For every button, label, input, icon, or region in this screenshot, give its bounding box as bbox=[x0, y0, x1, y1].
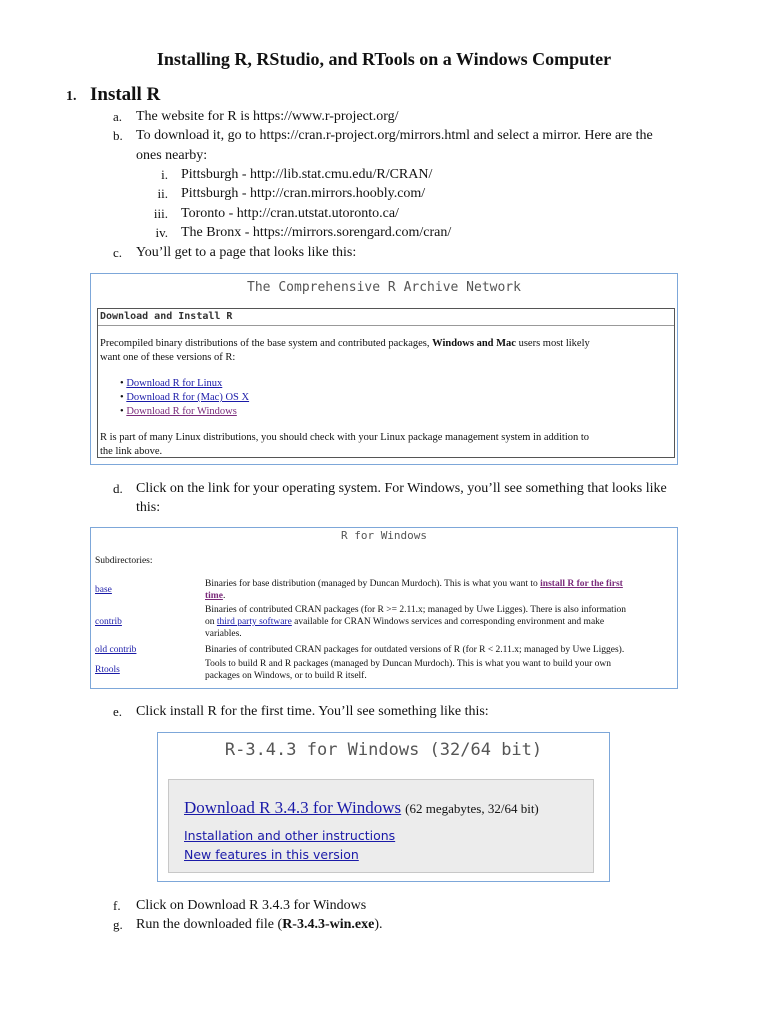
rwin-link-rtools[interactable]: Rtools bbox=[95, 665, 120, 675]
cran-link-mac-item[interactable]: • Download R for (Mac) OS X bbox=[120, 392, 250, 403]
rwin-link-install-r[interactable]: install R for the first bbox=[540, 579, 623, 589]
cran-link-windows-item[interactable]: • Download R for Windows bbox=[120, 406, 237, 417]
rwin-link-install-r-time[interactable]: time bbox=[205, 591, 223, 601]
r343-download-line bbox=[184, 798, 539, 818]
rwin-rtools-desc-line1: Tools to build R and R packages (managed by Duncan Murdoch). This is what you want to build your own bbox=[205, 659, 612, 669]
rwin-contrib-desc-rest: available for CRAN Windows services and corresponding environment and make bbox=[294, 617, 605, 627]
section-heading: Install R bbox=[90, 84, 161, 105]
cran-para1-tail: users most likely bbox=[518, 338, 590, 349]
r343-screenshot bbox=[157, 732, 610, 882]
cran-para2-line1: R is part of many Linux distributions, you should check with your Linux package management system in addition to bbox=[100, 432, 590, 443]
cran-para1-line1 bbox=[100, 337, 590, 351]
rwin-oldcontrib-desc: Binaries of contributed CRAN packages for outdated versions of R (for R < 2.11.x; managed by Uwe Ligges). bbox=[205, 645, 625, 655]
r343-title: R-3.4.3 for Windows (32/64 bit) bbox=[224, 740, 543, 760]
r343-download-link[interactable]: Download R 3.4.3 for Windows bbox=[184, 798, 402, 817]
cran-para2-line2: the link above. bbox=[100, 446, 163, 457]
item-c-text: You’ll get to a page that looks like this: bbox=[136, 245, 357, 260]
rwin-base-desc: Binaries for base distribution (managed by Duncan Murdoch). This is what you want to bbox=[205, 579, 538, 589]
r343-new-features-link[interactable]: New features in this version bbox=[184, 847, 359, 862]
cran-box-heading: Download and Install R bbox=[100, 311, 233, 322]
cran-title: The Comprehensive R Archive Network bbox=[247, 280, 521, 295]
rwin-contrib-desc-on: on bbox=[205, 617, 215, 627]
rwin-rtools-desc-line2: packages on Windows, or to build R itself. bbox=[205, 671, 367, 681]
cran-screenshot bbox=[90, 273, 678, 465]
cran-para1-line2: want one of these versions of R: bbox=[100, 352, 236, 363]
rwin-base-desc-line2 bbox=[205, 590, 225, 602]
r343-download-meta: (62 megabytes, 32/64 bit) bbox=[405, 801, 539, 816]
cran-link-windows[interactable]: Download R for Windows bbox=[126, 406, 237, 417]
rwin-title: R for Windows bbox=[340, 529, 428, 542]
item-g-text bbox=[136, 915, 383, 934]
item-b-text-line2: ones nearby: bbox=[136, 148, 208, 163]
mirror-item: The Bronx - https://mirrors.sorengard.com/cran/ bbox=[181, 225, 452, 240]
cran-link-linux-item[interactable]: • Download R for Linux bbox=[120, 378, 223, 389]
cran-link-linux[interactable]: Download R for Linux bbox=[126, 378, 223, 389]
item-d-text-line2: this: bbox=[136, 500, 161, 515]
rwin-link-contrib[interactable]: contrib bbox=[95, 617, 122, 627]
mirror-item: Toronto - http://cran.utstat.utoronto.ca/ bbox=[181, 206, 399, 221]
cran-divider bbox=[98, 325, 674, 326]
item-f-marker: f. bbox=[113, 898, 121, 913]
item-f-text: Click on Download R 3.4.3 for Windows bbox=[136, 898, 367, 913]
rwin-base-desc-line1 bbox=[205, 578, 623, 590]
rwin-subdirs-label: Subdirectories: bbox=[95, 556, 153, 566]
item-d-marker: d. bbox=[113, 481, 123, 496]
mirror-item: Pittsburgh - http://lib.stat.cmu.edu/R/CRAN/ bbox=[181, 167, 433, 182]
item-g-marker: g. bbox=[113, 917, 123, 932]
rwin-link-old-contrib[interactable]: old contrib bbox=[95, 645, 137, 655]
rwin-link-base[interactable]: base bbox=[95, 585, 112, 595]
section-number: 1. bbox=[66, 89, 77, 104]
cran-para1-bold: Windows and Mac bbox=[432, 338, 516, 349]
item-b-text-line1: To download it, go to https://cran.r-project.org/mirrors.html and select a mirror. Here are the bbox=[136, 128, 653, 143]
r343-install-instructions-link[interactable]: Installation and other instructions bbox=[184, 828, 396, 843]
item-e-text: Click install R for the first time. You’ll see something like this: bbox=[136, 704, 489, 719]
cran-para1-text: Precompiled binary distributions of the base system and contributed packages, bbox=[100, 338, 430, 349]
item-a-marker: a. bbox=[113, 109, 123, 124]
item-g-prefix: Run the downloaded file ( bbox=[136, 917, 283, 932]
rwin-base-desc-period: . bbox=[222, 591, 226, 601]
mirror-marker: iii. bbox=[153, 206, 168, 221]
rwin-contrib-desc-line2 bbox=[205, 616, 604, 628]
item-b-marker: b. bbox=[113, 128, 123, 143]
item-e-marker: e. bbox=[113, 704, 123, 719]
item-d-text-line1: Click on the link for your operating system. For Windows, you’ll see something that looks like bbox=[136, 481, 667, 496]
item-g-filename: R-3.4.3-win.exe bbox=[282, 917, 375, 932]
mirror-item: Pittsburgh - http://cran.mirrors.hoobly.com/ bbox=[181, 186, 426, 201]
r343-download-box bbox=[168, 779, 594, 873]
rwin-contrib-desc-line1: Binaries of contributed CRAN packages (for R >= 2.11.x; managed by Uwe Ligges). There is also information bbox=[205, 605, 626, 615]
mirror-marker: iv. bbox=[155, 225, 168, 240]
mirror-marker: i. bbox=[161, 167, 168, 182]
r-for-windows-screenshot bbox=[90, 527, 678, 689]
rwin-link-third-party[interactable]: third party software bbox=[216, 617, 292, 627]
document-title: Installing R, RStudio, and RTools on a Windows Computer bbox=[156, 49, 612, 69]
rwin-contrib-desc-line3: variables. bbox=[205, 629, 242, 639]
item-a-text: The website for R is https://www.r-project.org/ bbox=[136, 109, 399, 124]
cran-content-box bbox=[97, 308, 675, 458]
item-g-suffix: ). bbox=[374, 917, 383, 932]
mirror-marker: ii. bbox=[157, 186, 168, 201]
cran-link-mac[interactable]: Download R for (Mac) OS X bbox=[126, 392, 250, 403]
item-c-marker: c. bbox=[113, 245, 123, 260]
